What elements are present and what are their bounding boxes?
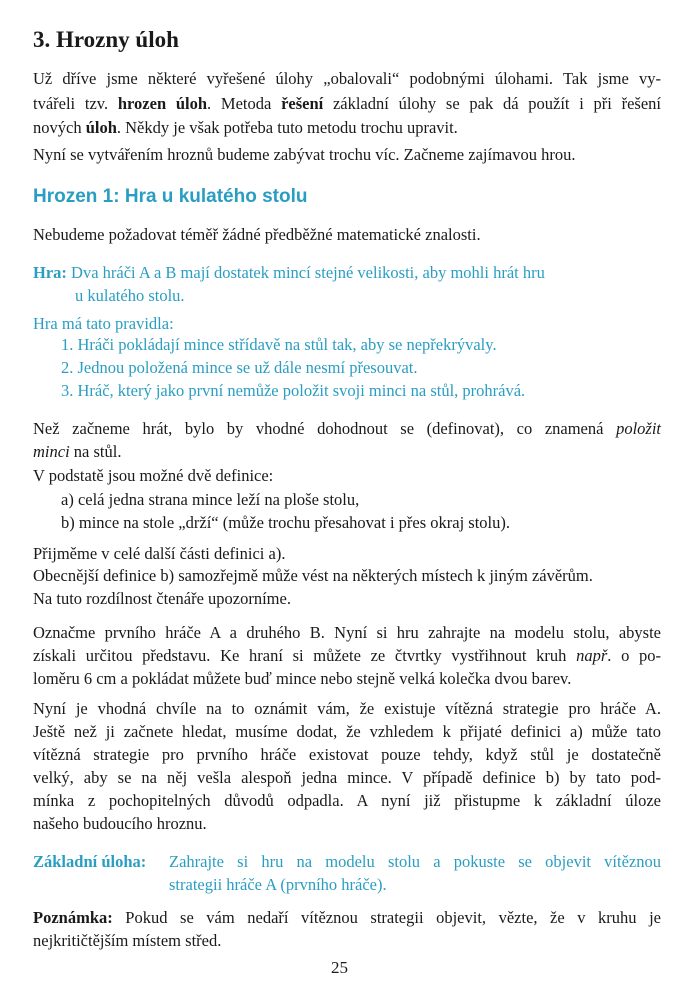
accept-line-1: Přijměme v celé další části definici a). [33, 544, 286, 563]
intro-line-3: nových úloh. Někdy je však potřeba tuto metodu trochu upravit. [33, 118, 458, 137]
accept-line-3: Na tuto rozdílnost čtenáře upozorníme. [33, 589, 291, 608]
intro-line-2: tvářeli tzv. hrozen úloh. Metoda řešení základní úlohy se pak dá použít i při řešení [33, 94, 662, 113]
definition-line-2: minci na stůl. [33, 442, 122, 461]
basic-task-label: Základní úloha: [33, 852, 147, 871]
players-line-3: loměru 6 cm a pokládat můžete buď mince nebo stejně velká kolečka dvou barev. [33, 669, 572, 688]
rule-item: 2. Jednou položená mince se už dále nesmí přesouvat. [61, 358, 418, 377]
definition-option-b: b) mince na stole „drží“ (může trochu přesahovat i přes okraj stolu). [61, 513, 511, 532]
intro-line-4: Nyní se vytvářením hroznů budeme zabývat trochu víc. Začneme zajímavou hrou. [33, 145, 576, 164]
basic-task-line-2: strategii hráče A (prvního hráče). [169, 875, 387, 894]
rule-item: 1. Hráči pokládají mince střídavě na stůl tak, aby se nepřekrývaly. [61, 335, 497, 354]
game-line-1: Hra: Dva hráči A a B mají dostatek mincí stejné velikosti, aby mohli hrát hru [33, 263, 545, 282]
strategy-line-5: mínka z pochopitelných důvodů odpadla. A nyní již přistupme k základní úloze [33, 791, 661, 810]
definition-option-a: a) celá jedna strana mince leží na ploše stolu, [61, 490, 360, 509]
strategy-line-1: Nyní je vhodná chvíle na to oznámit vám, že existuje vítězná strategie pro hráče A. [33, 699, 661, 718]
definition-line-3: V podstatě jsou možné dvě definice: [33, 466, 274, 485]
rules-intro: Hra má tato pravidla: [33, 314, 174, 333]
accept-line-2: Obecnější definice b) samozřejmě může vést na některých místech k jiným závěrům. [33, 566, 593, 585]
page-number: 25 [331, 958, 348, 977]
rule-item: 3. Hráč, který jako první nemůže položit svoji minci na stůl, prohrává. [61, 381, 526, 400]
note-line-2: nejkritičtějším místem střed. [33, 931, 222, 950]
section-title: Hrozen 1: Hra u kulatého stolu [33, 186, 308, 207]
players-line-1: Označme prvního hráče A a druhého B. Nyní si hru zahrajte na modelu stolu, abyste [33, 623, 661, 642]
definition-line-1: Než začneme hrát, bylo by vhodné dohodnout se (definovat), co znamená položit [33, 419, 661, 438]
players-line-2: získali určitou představu. Ke hraní si můžete ze čtvrtky vystřihnout kruh např. o po- [33, 646, 661, 665]
strategy-line-3: vítězná strategie pro prvního hráče existovat pouze tehdy, když stůl je dostatečně [33, 745, 661, 764]
page-title: 3. Hrozny úloh [33, 27, 179, 52]
basic-task-line-1: Zahrajte si hru na modelu stolu a pokuste se objevit vítěznou [169, 852, 661, 871]
term-hrozen-uloh: hrozen úloh [117, 94, 208, 113]
note-line-1: Poznámka: Pokud se vám nedaří vítěznou strategii objevit, vězte, že v kruhu je [33, 908, 661, 927]
strategy-line-2: Ještě než ji začnete hledat, musíme dodat, že vzhledem k přijaté definici a) může tato [33, 722, 661, 741]
term-uloh: úloh [85, 118, 117, 137]
strategy-line-6: našeho budoucího hroznu. [33, 814, 207, 833]
knowledge-note: Nebudeme požadovat téměř žádné předběžné matematické znalosti. [33, 225, 481, 244]
game-line-2: u kulatého stolu. [75, 286, 185, 305]
strategy-line-4: velký, aby se na něj vešla alespoň jedna mince. V případě definice b) by tato pod- [33, 768, 661, 787]
game-label: Hra: [33, 263, 67, 282]
term-reseni: řešení [281, 94, 324, 113]
intro-line-1: Už dříve jsme některé vyřešené úlohy „obalovali“ podobnými úlohami. Tak jsme vy- [33, 69, 661, 88]
note-label: Poznámka: [33, 908, 113, 927]
